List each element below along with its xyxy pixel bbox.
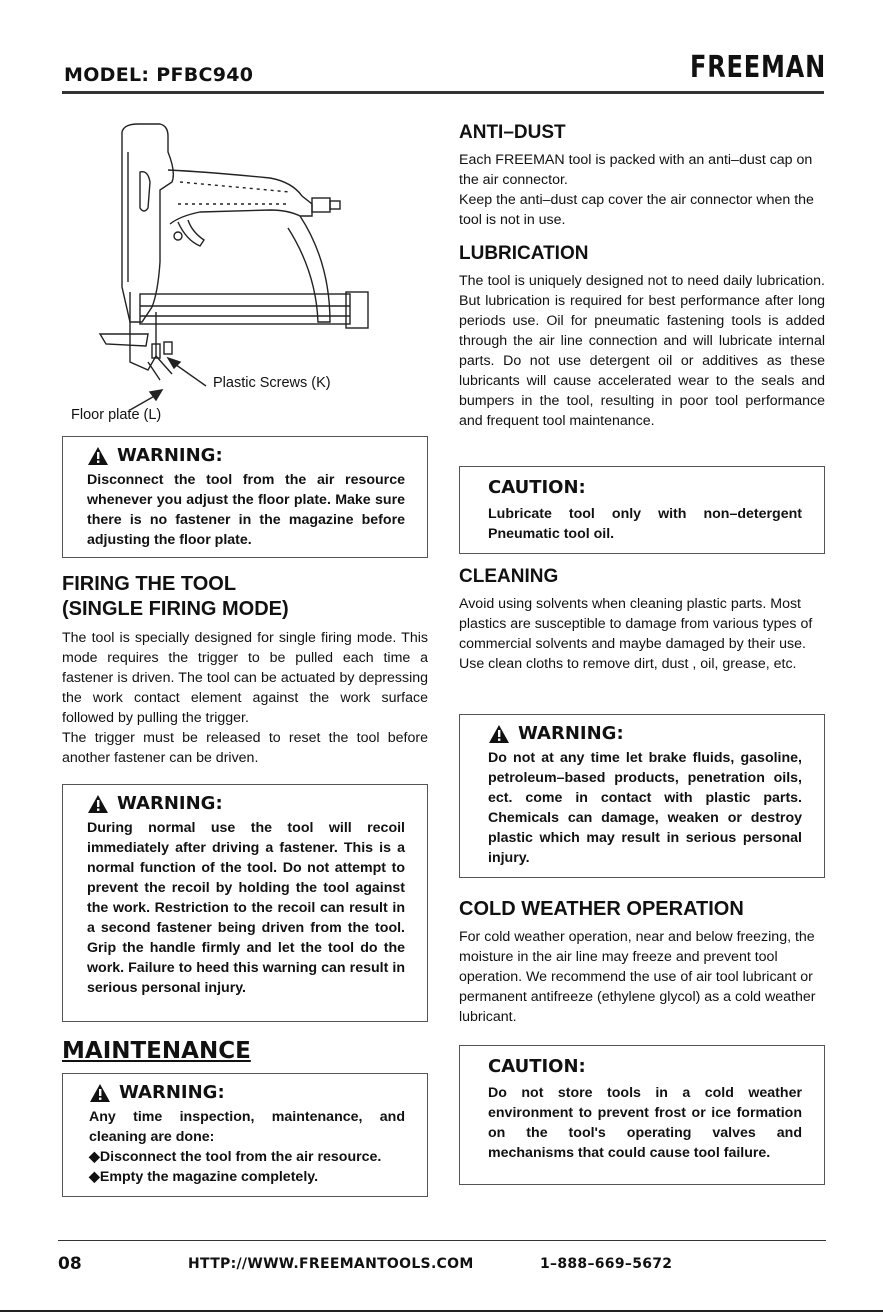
warning-triangle-icon [89,1083,111,1103]
warning-bullet: ◆Disconnect the tool from the air resource. [89,1149,382,1165]
antidust-para-1: Each FREEMAN tool is packed with an anti–dust cap on the air connector. [459,152,813,188]
header-rule [62,91,824,94]
maintenance-title: MAINTENANCE [62,1038,251,1064]
warning-body: Do not at any time let brake fluids, gasoline, petroleum–based products, penetration oils, ect. come in contact with plastic parts. Chemicals can damage, weaken or destroy plastic which may result in serious personal injury. [488,750,802,866]
warning-title [89,1082,405,1103]
warning-body: During normal use the tool will recoil immediately after driving a fastener. This is a normal function of the tool. Do not attempt to prevent the recoil by holding the tool against the work. Restriction to the recoil can result in a second fastener being driven from the tool. Grip the handle firmly and let the tool do the work. Failure to heed this warning can result in serious personal injury. [87,820,405,996]
firing-para-2: The trigger must be released to reset the tool before another fastener can be driven. [62,730,428,766]
page-number: 08 [58,1254,82,1274]
warning-body: Any time inspection, maintenance, and cleaning are done: [89,1109,405,1145]
lubrication-title: LUBRICATION [459,243,589,264]
warning-maintenance [62,1073,428,1197]
page-bottom-edge [0,1310,883,1312]
footer-rule [58,1240,826,1241]
lubrication-para: The tool is uniquely designed not to need daily lubrication. But lubrication is required for best performance after long periods use. Oil for pneumatic fastening tools is added through the air line connection and will lubricate internal parts. Do not use detergent oil or additives as these lubricants will cause accelerated wear to the seals and bumpers in the tool, resulting in poor tool performance and frequent tool maintenance. [459,273,825,429]
firing-para-1: The tool is specially designed for single firing mode. This mode requires the trigger to be pulled each time a fastener is driven. The tool can be actuated by depressing the work contact element against the work surface followed by pulling the trigger. [62,630,428,726]
warning-bullet: ◆Empty the magazine completely. [89,1169,319,1185]
brand-text: FREEMAN [690,50,826,85]
antidust-title: ANTI–DUST [459,122,566,143]
firing-section [62,572,428,768]
cleaning-section [459,566,825,674]
phone-number: 1–888–669–5672 [540,1256,673,1272]
antidust-para-2: Keep the anti–dust cap cover the air connector when the tool is not in use. [459,192,814,228]
caution-title: CAUTION: [488,477,586,498]
warning-chemicals [459,714,825,878]
cold-weather-title: COLD WEATHER OPERATION [459,898,744,920]
warning-title [87,445,405,466]
cleaning-title: CLEANING [459,566,559,587]
caution-body: Lubricate tool only with non–detergent Pneumatic tool oil. [488,506,802,542]
lubrication-section [459,243,825,431]
freeman-logo [688,44,828,84]
website-link[interactable]: HTTP://WWW.FREEMANTOOLS.COM [188,1256,474,1272]
cleaning-para: Avoid using solvents when cleaning plastic parts. Most plastics are susceptible to damage from various types of commercial solvents and maybe damaged by their use. Use clean cloths to remove dirt, dust , oil, grease, etc. [459,596,813,672]
caution-title: CAUTION: [488,1056,586,1077]
warning-title-text: WARNING: [119,1082,225,1103]
warning-recoil [62,784,428,1022]
warning-title [488,723,802,744]
warning-title-text: WARNING: [518,723,624,744]
caution-lubricant [459,466,825,554]
label-floor-plate: Floor plate (L) [71,407,162,423]
warning-floor-plate [62,436,428,558]
warning-title-text: WARNING: [117,793,223,814]
cold-weather-section [459,898,825,1027]
antidust-section [459,122,825,230]
warning-triangle-icon [87,794,109,814]
caution-body: Do not store tools in a cold weather environment to prevent frost or ice formation on the tool's operating valves and mechanisms that could cause tool failure. [488,1085,802,1161]
warning-triangle-icon [87,446,109,466]
warning-title [87,793,405,814]
firing-title-2: (SINGLE FIRING MODE) [62,598,289,620]
warning-title-text: WARNING: [117,445,223,466]
warning-triangle-icon [488,724,510,744]
cold-weather-para: For cold weather operation, near and below freezing, the moisture in the air line may freeze and prevent tool operation. We recommend the use of air tool lubricant or permanent antifreeze (ethylene glycol) as a cold weather lubricant. [459,929,816,1025]
warning-body: Disconnect the tool from the air resource whenever you adjust the floor plate. Make sure there is no fastener in the magazine before adjusting the floor plate. [87,472,405,548]
model-title: MODEL: PFBC940 [64,64,254,86]
caution-cold-storage [459,1045,825,1185]
firing-title-1: FIRING THE TOOL [62,573,237,595]
label-plastic-screws: Plastic Screws (K) [213,375,331,391]
